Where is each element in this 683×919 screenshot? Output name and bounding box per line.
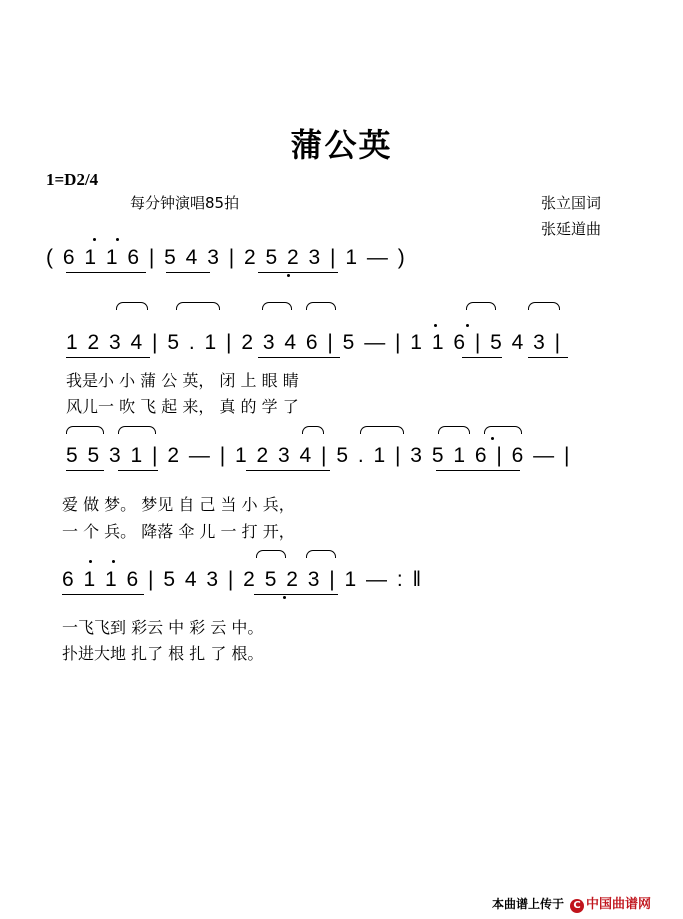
score-notes: ( 6 1 1 6 | 5 4 3 | 2 5 2 3 | 1 — ) [46,246,407,269]
site-logo-text: 中国曲谱网 [586,897,652,912]
octave-dot [466,324,469,327]
site-logo[interactable] [570,893,651,913]
octave-dot [283,596,286,599]
uploaded-text: 本曲谱上传于 [492,896,565,911]
key-signature: 1=D2/4 [46,170,99,189]
slur-mark [306,550,336,558]
beam-underline [62,594,144,595]
slur-mark [302,426,324,434]
octave-dot [491,437,494,440]
beam-underline [462,357,502,358]
lyrics-verse-2: 一 个 兵。 降落 伞 儿 一 打 开， [62,522,295,541]
score-notes: 6 1 1 6 | 5 4 3 | 2 5 2 3 | 1 — : ‖ [62,568,424,591]
beam-underline [66,272,146,273]
octave-dot [112,560,115,563]
slur-mark [118,426,156,434]
logo-c-icon: C [570,899,584,913]
octave-dot [89,560,92,563]
beam-underline [66,470,104,471]
slur-mark [256,550,286,558]
lyrics-verse-1: 一飞飞到 彩云 中 彩 云 中。 [62,618,264,637]
slur-mark [306,302,336,310]
beam-underline [66,357,150,358]
lyrics-verse-1: 我是小 小 蒲 公 英， 闭 上 眼 睛 [66,371,299,390]
beam-underline [258,272,338,273]
score-notes: 5 5 3 1 | 2 — | 1 2 3 4 | 5 . 1 | 3 5 1 6 | 6 — | [66,444,572,467]
upload-footer [492,893,651,913]
slur-mark [262,302,292,310]
slur-mark [466,302,496,310]
octave-dot [434,324,437,327]
slur-mark [116,302,148,310]
octave-dot [287,274,290,277]
beam-underline [246,470,330,471]
lyrics-verse-2: 风儿一 吹 飞 起 来， 真 的 学 了 [66,397,299,416]
slur-mark [66,426,104,434]
lyrics-verse-2: 扑进大地 扎了 根 扎 了 根。 [62,644,264,663]
octave-dot [93,238,96,241]
slur-mark [176,302,220,310]
score-notes: 1 2 3 4 | 5 . 1 | 2 3 4 6 | 5 — | 1 1 6 | 5 4 3 | [66,331,563,354]
beam-underline [254,594,338,595]
song-title: 蒲公英 [290,126,393,164]
beam-underline [118,470,158,471]
slur-mark [528,302,560,310]
octave-dot [116,238,119,241]
lyrics-verse-1: 爱 做 梦。 梦见 自 己 当 小 兵， [62,495,295,514]
slur-mark [484,426,522,434]
lyricist-credit: 张立国词 [541,194,602,212]
slur-mark [438,426,470,434]
beam-underline [528,357,568,358]
beam-underline [258,357,340,358]
tempo-marking: 每分钟演唱85拍 [130,194,240,212]
beam-underline [436,470,520,471]
beam-underline [166,272,210,273]
slur-mark [360,426,404,434]
composer-credit: 张延道曲 [541,220,602,238]
